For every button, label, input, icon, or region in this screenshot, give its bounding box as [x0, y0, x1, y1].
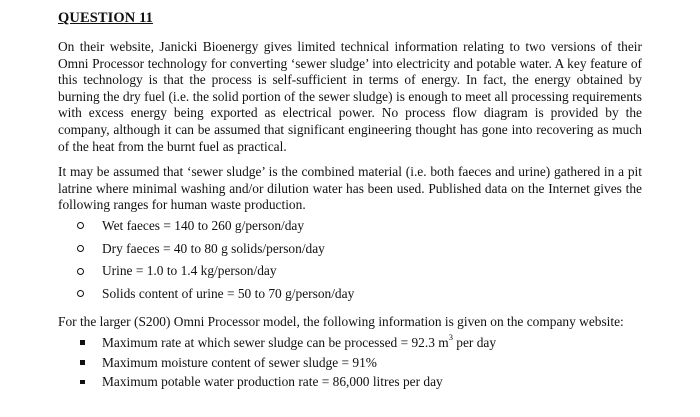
model-intro-paragraph: For the larger (S200) Omni Processor model, the following information is given on the company website: [58, 314, 624, 330]
list-item [58, 218, 642, 235]
list-item [58, 263, 642, 280]
question-document [58, 9, 642, 394]
max-rate-text: Maximum rate at which sewer sludge can be processed = 92.3 m [102, 334, 449, 350]
circle-bullet-icon [77, 268, 84, 275]
square-bullet-icon [80, 340, 85, 345]
max-moisture-text: Maximum moisture content of sewer sludge = 91% [102, 354, 377, 370]
circle-bullet-icon [77, 245, 84, 252]
waste-ranges-list [58, 218, 642, 302]
dry-faeces-text: Dry faeces = 40 to 80 g solids/person/day [102, 240, 325, 256]
intro-paragraph: On their website, Janicki Bioenergy gives limited technical information relating to two versions of their Omni Processor technology for converting ‘sewer sludge’ into electricity and potable water. A key feature of this technology is that the process is self-sufficient in terms of energy. In fact, the energy obtained by burning the dry fuel (i.e. the solid portion of the sewer sludge) is enough to meet all processing requirements with excess energy being exported as electrical power. No process flow diagram is provided by the company, although it can be assumed that significant engineering thought has gone into recovering as much of the heat from the burnt fuel as practical. [58, 39, 642, 154]
urine-solids-text: Solids content of urine = 50 to 70 g/person/day [102, 285, 355, 301]
urine-text: Urine = 1.0 to 1.4 kg/person/day [102, 263, 277, 279]
square-bullet-icon [80, 360, 85, 365]
list-item [58, 332, 642, 352]
wet-faeces-text: Wet faeces = 140 to 260 g/person/day [102, 217, 305, 233]
list-item [58, 286, 642, 303]
cubic-superscript: 3 [448, 332, 453, 343]
list-item [58, 241, 642, 258]
square-bullet-icon [80, 380, 85, 385]
list-item [58, 355, 642, 372]
max-rate-suffix: per day [452, 334, 497, 350]
question-title: QUESTION 11 [58, 10, 153, 26]
circle-bullet-icon [77, 290, 84, 297]
list-item [58, 374, 642, 391]
model-info-list [58, 332, 642, 391]
circle-bullet-icon [77, 222, 84, 229]
max-water-text: Maximum potable water production rate = 86,000 litres per day [102, 374, 443, 390]
sludge-paragraph: It may be assumed that ‘sewer sludge’ is the combined material (i.e. both faeces and urine) gathered in a pit latrine where minimal washing and/or dilution water has been used. Published data on the Internet gives the following ranges for human waste production. [58, 164, 642, 213]
